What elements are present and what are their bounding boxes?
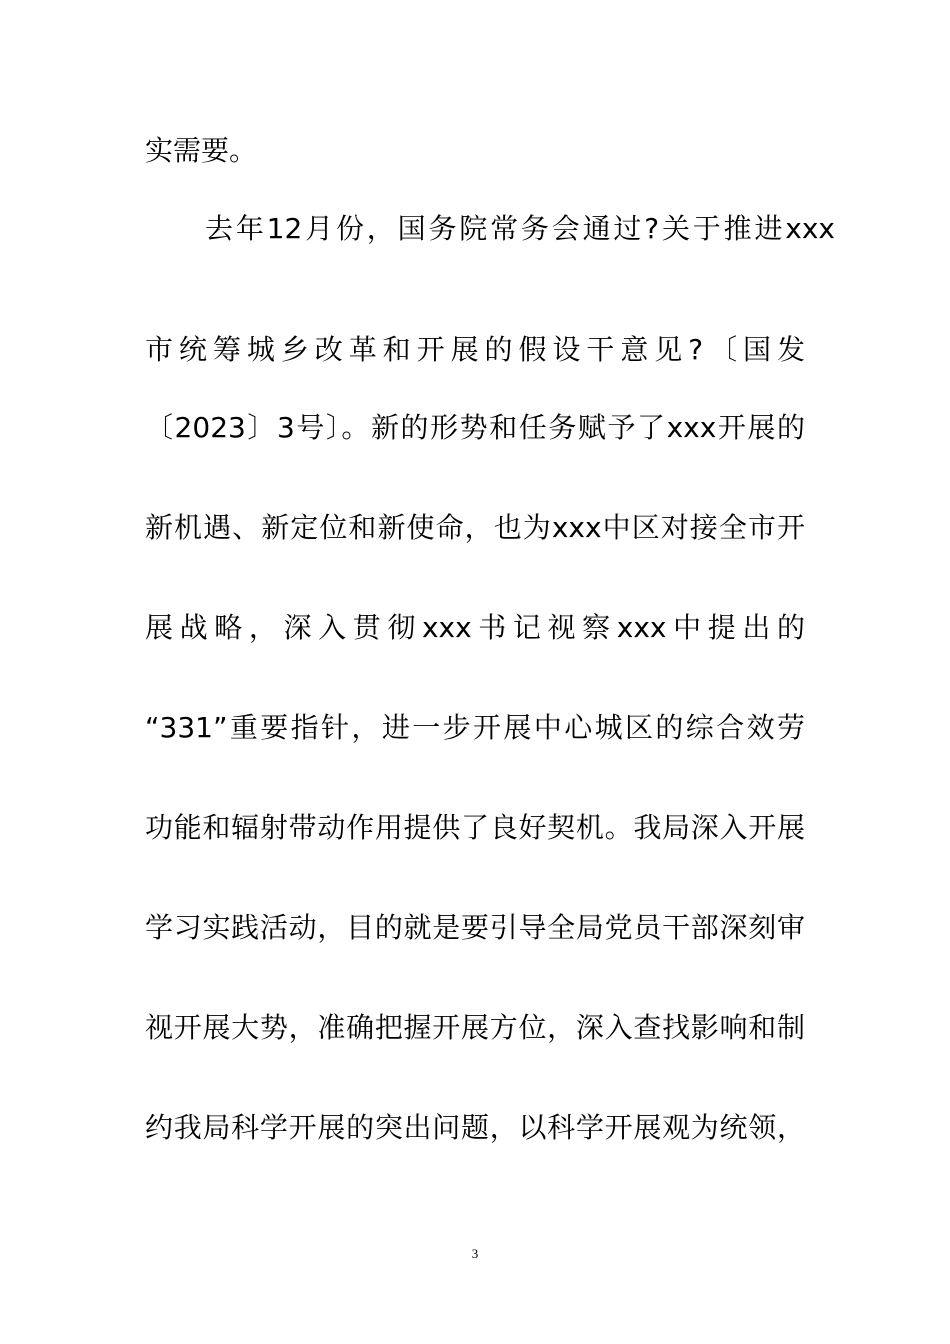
text-line-8: 功能和辐射带动作用提供了良好契机。我局深入开展	[145, 811, 805, 844]
text-line-5: 新机遇、新定位和新使命，也为xxx中区对接全市开	[145, 511, 805, 544]
text-line-4: 〔2023〕3号〕。新的形势和任务赋予了xxx开展的	[145, 411, 805, 444]
page-number: 3	[471, 1246, 479, 1261]
text-line-9: 学习实践活动，目的就是要引导全局党员干部深刻审	[145, 911, 805, 944]
text-line-7: “331”重要指针，进一步开展中心城区的综合效劳	[145, 711, 805, 744]
text-line-3: 市统筹城乡改革和开展的假设干意见?〔国发	[145, 333, 805, 366]
text-line-6: 展战略，深入贯彻xxx书记视察xxx中提出的	[145, 611, 805, 644]
text-line-2: 去年12月份，国务院常务会通过?关于推进xxx	[205, 212, 835, 245]
text-line-11: 约我局科学开展的突出问题，以科学开展观为统领，	[145, 1111, 805, 1144]
text-line-10: 视开展大势，准确把握开展方位，深入查找影响和制	[145, 1011, 805, 1044]
text-line-1: 实需要。	[145, 134, 258, 167]
